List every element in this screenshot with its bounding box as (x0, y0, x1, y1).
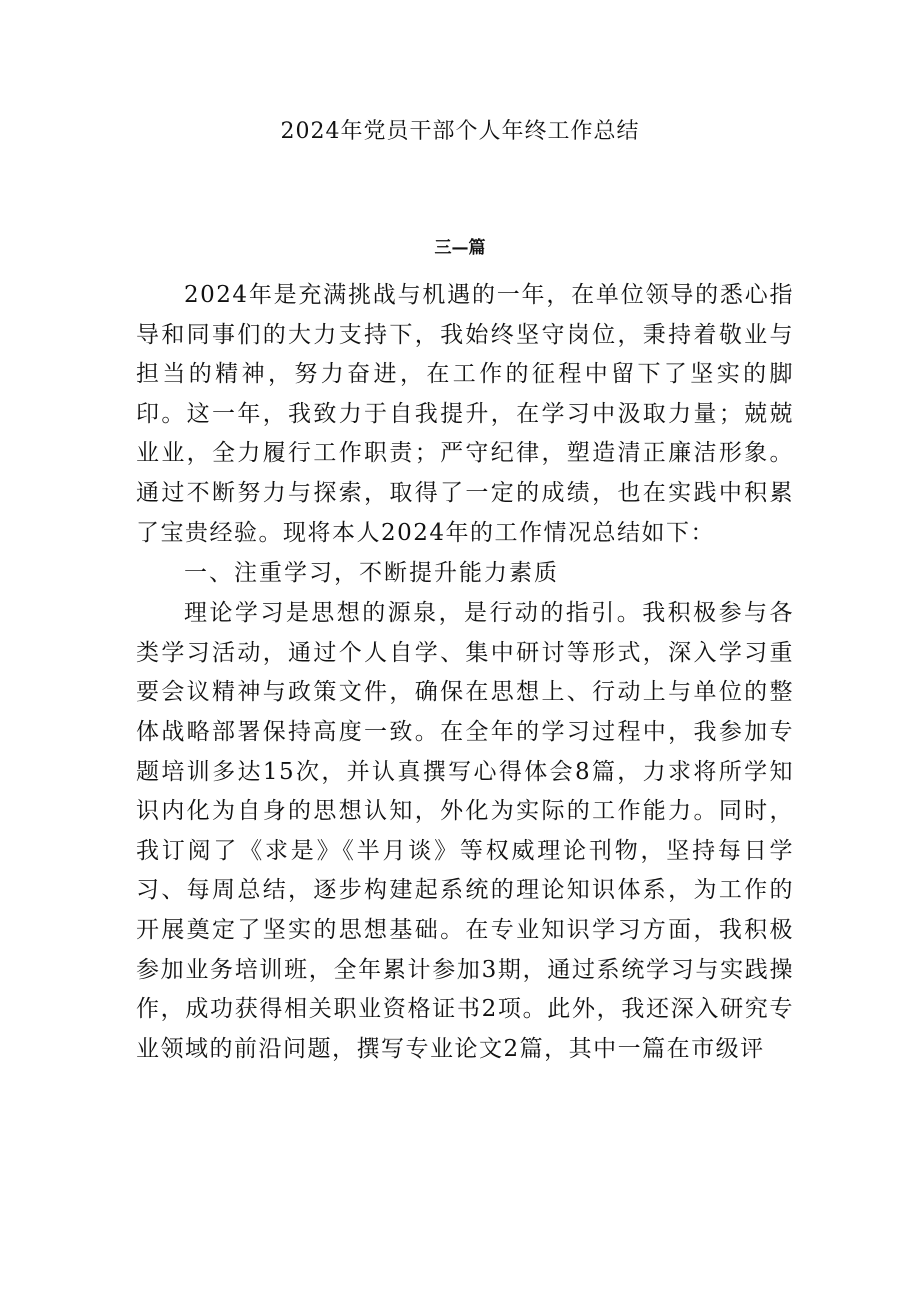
section-label: 三—篇 (434, 238, 486, 258)
document-title: 2024年党员干部个人年终工作总结 (280, 119, 640, 144)
intro-paragraph: 2024年是充满挑战与机遇的一年，在单位领导的悉心指导和同事们的大力支持下，我始终坚守岗位，秉持着敬业与担当的精神，努力奋进，在工作的征程中留下了坚实的脚印。这一年，我致力于自我提升，在学习中汲取力量；兢兢业业，全力履行工作职责；严守纪律，塑造清正廉洁形象。通过不断努力与探索，取得了一定的成绩，也在实践中积累了宝贵经验。现将本人2024年的工作情况总结如下： (136, 282, 794, 546)
body-paragraph: 理论学习是思想的源泉，是行动的指引。我积极参与各类学习活动，通过个人自学、集中研讨等形式，深入学习重要会议精神与政策文件，确保在思想上、行动上与单位的整体战略部署保持高度一致。在全年的学习过程中，我参加专题培训多达15次，并认真撰写心得体会8篇，力求将所学知识内化为自身的思想认知，外化为实际的工作能力。同时，我订阅了《求是》《半月谈》等权威理论刊物，坚持每日学习、每周总结，逐步构建起系统的理论知识体系，为工作的开展奠定了坚实的思想基础。在专业知识学习方面，我积极参加业务培训班，全年累计参加3期，通过系统学习与实践操作，成功获得相关职业资格证书2项。此外，我还深入研究专业领域的前沿问题，撰写专业论文2篇，其中一篇在市级评 (136, 600, 794, 1062)
section-heading-1: 一、注重学习，不断提升能力素质 (184, 560, 559, 587)
document-body (136, 276, 794, 1069)
